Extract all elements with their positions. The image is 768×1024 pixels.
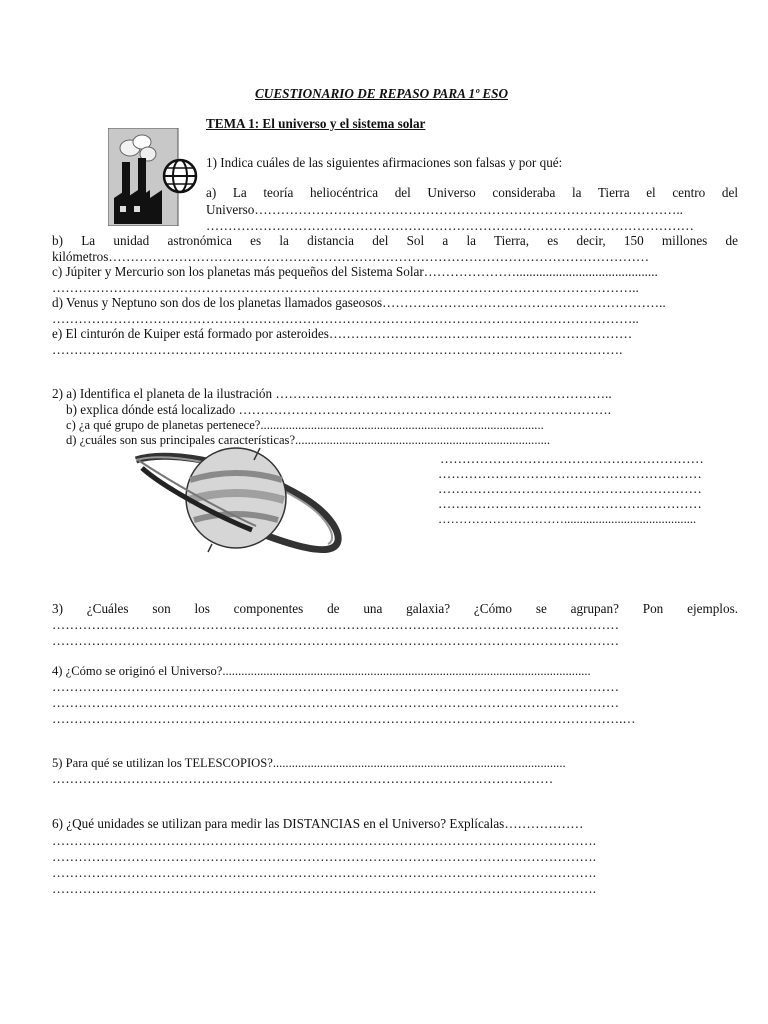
question-4-line4: ………………………………………………………………………………………………………………….… bbox=[52, 711, 636, 726]
question-1c-line2: …………………………………………………………………………………………………………………….. bbox=[52, 280, 639, 295]
question-6-line1: 6) ¿Qué unidades se utilizan para medir las DISTANCIAS en el Universo? Explícalas……………… bbox=[52, 816, 584, 831]
question-1b-line1: b) La unidad astronómica es la distancia del Sol a la Tierra, es decir, 150 millones de bbox=[52, 233, 738, 248]
question-4-line2: ………………………………………………………………………………………………………………… bbox=[52, 679, 620, 694]
question-5-line1: 5) Para qué se utilizan los TELESCOPIOS?............................................................................................. bbox=[52, 756, 566, 770]
question-4-line3: ………………………………………………………………………………………………………………… bbox=[52, 695, 620, 710]
question-2-answer-line2: …………………………………………………… bbox=[438, 466, 702, 481]
question-2-answer-line4: …………………………………………………… bbox=[438, 496, 702, 511]
saturn-illustration bbox=[132, 446, 344, 554]
question-1e-line1: e) El cinturón de Kuiper está formado por asteroides…………………………………………………………… bbox=[52, 326, 633, 341]
question-2a: 2) a) Identifica el planeta de la ilustración ………………………………………………………………….. bbox=[52, 386, 612, 401]
question-3-line2: ………………………………………………………………………………………………………………… bbox=[52, 617, 620, 632]
question-5-line2: …………………………………………………………………………………………………… bbox=[52, 771, 554, 786]
topic-heading: TEMA 1: El universo y el sistema solar bbox=[206, 116, 426, 131]
question-1e-line2: …………………………………………………………………………………………………………………. bbox=[52, 342, 623, 357]
question-1a-line2: Universo…………………………………………………………………………………….. bbox=[206, 202, 683, 217]
question-2-answer-line3: …………………………………………………… bbox=[438, 481, 702, 496]
question-3-line3: ………………………………………………………………………………………………………………… bbox=[52, 633, 620, 648]
question-2d: d) ¿cuáles son sus principales características?................................................................................. bbox=[66, 433, 551, 447]
question-2-answer-line1: …………………………………………………… bbox=[440, 451, 704, 466]
question-2b: b) explica dónde está localizado …………………………………………………………………………. bbox=[66, 402, 612, 417]
question-6-line5: ……………………………………………………………………………………………………………. bbox=[52, 881, 596, 896]
page-title: CUESTIONARIO DE REPASO PARA 1º ESO bbox=[255, 86, 508, 101]
question-1a-line1: a) La teoría heliocéntrica del Universo consideraba la Tierra el centro del bbox=[206, 185, 738, 200]
question-3-line1: 3) ¿Cuáles son los componentes de una galaxia? ¿Cómo se agrupan? Pon ejemplos. bbox=[52, 601, 738, 616]
question-1c-line1: c) Júpiter y Mercurio son los planetas más pequeños del Sistema Solar…………………........................................... bbox=[52, 264, 658, 279]
question-6-line2: ……………………………………………………………………………………………………………. bbox=[52, 833, 596, 848]
question-1-intro: 1) Indica cuáles de las siguientes afirmaciones son falsas y por qué: bbox=[206, 155, 563, 170]
question-2-answer-line5: ………………………….......................................... bbox=[438, 512, 697, 526]
question-2c: c) ¿a qué grupo de planetas pertenece?.......................................................................................... bbox=[66, 418, 544, 432]
question-1a-line3: ………………………………………………………………………………………………… bbox=[206, 218, 694, 233]
question-6-line4: ……………………………………………………………………………………………………………. bbox=[52, 865, 596, 880]
question-1d-line1: d) Venus y Neptuno son dos de los planetas llamados gaseosos……………………………………………………….. bbox=[52, 295, 666, 310]
factory-globe-illustration bbox=[108, 128, 200, 226]
question-4-line1: 4) ¿Cómo se originó el Universo?..................................................................................................................... bbox=[52, 664, 591, 678]
question-6-line3: ……………………………………………………………………………………………………………. bbox=[52, 849, 596, 864]
question-1b-line2: kilómetros…………………………………………………………………………………………………………… bbox=[52, 249, 650, 264]
question-1d-line2: …………………………………………………………………………………………………………………….. bbox=[52, 311, 639, 326]
